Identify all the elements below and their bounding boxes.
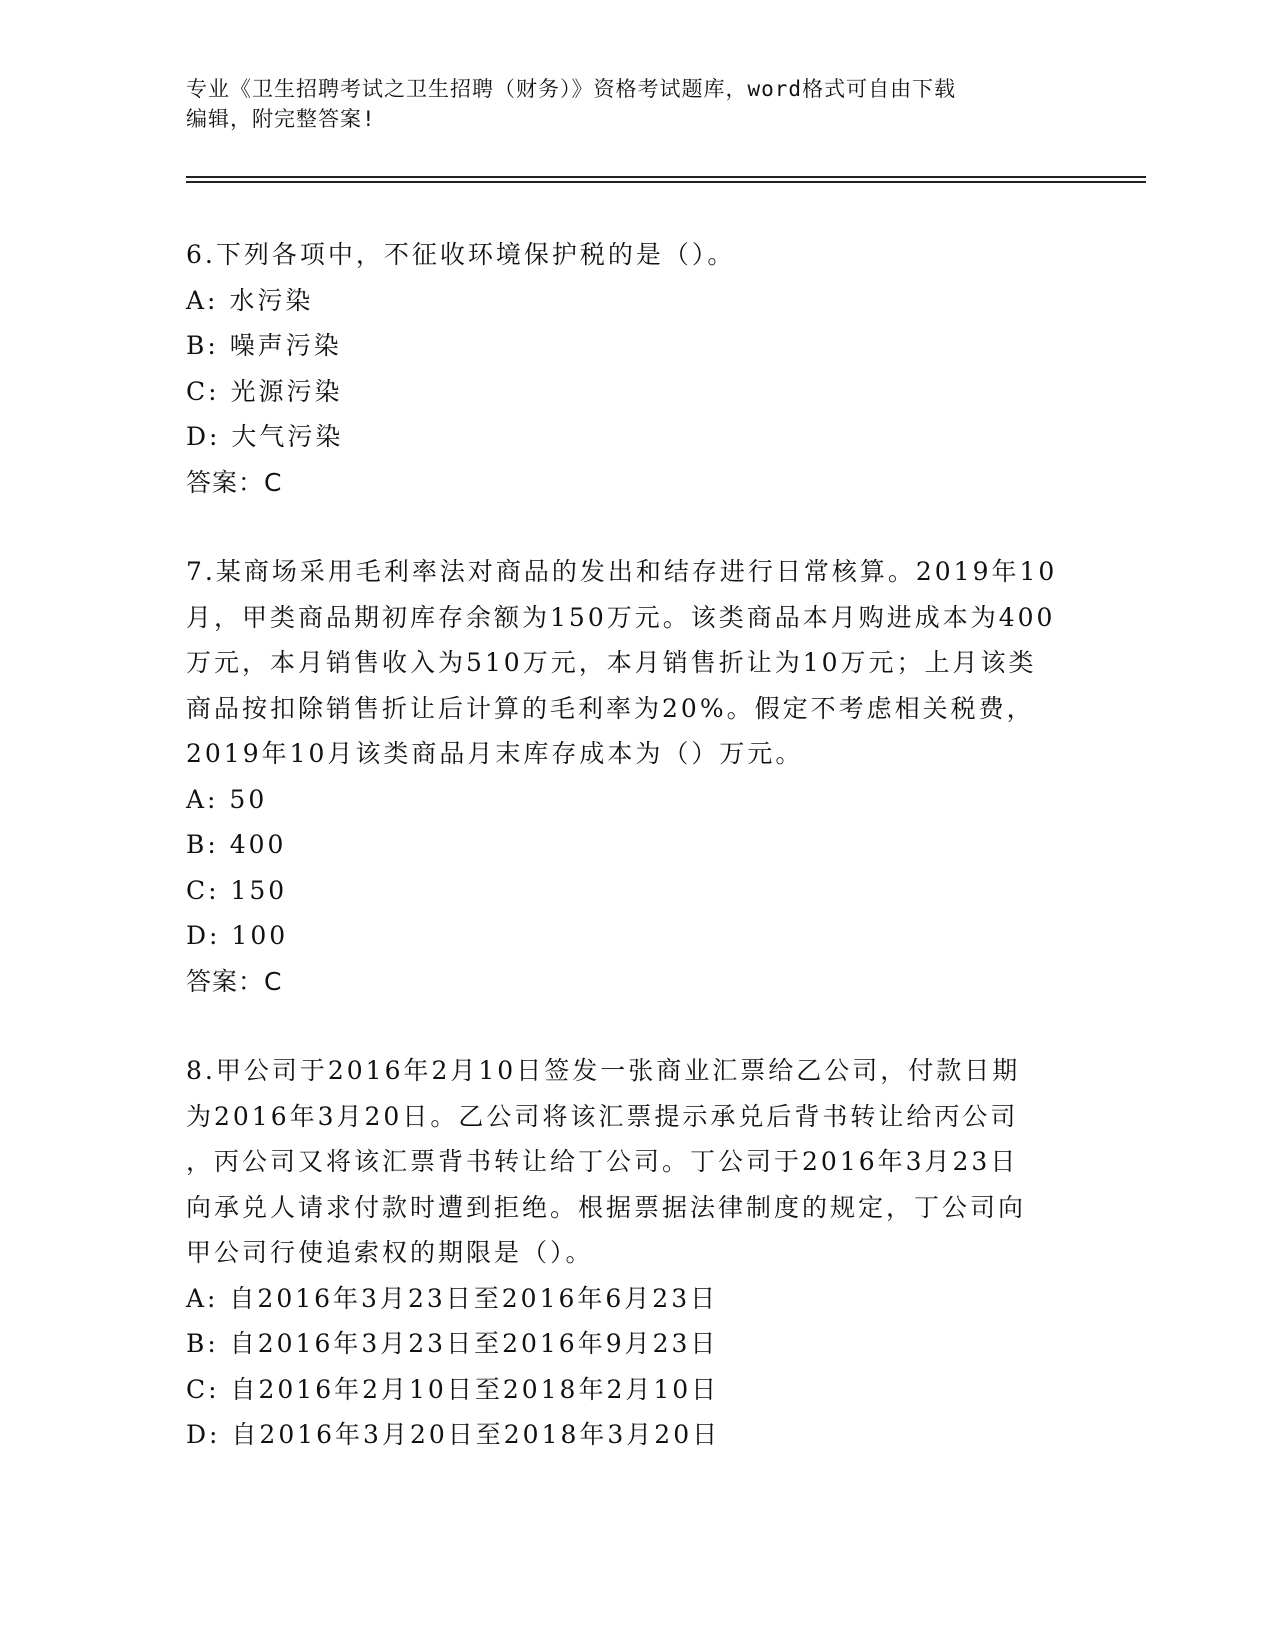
header-title-line-2: 编辑，附完整答案! <box>186 107 376 131</box>
question-text-line: 甲公司行使追索权的期限是（）。 <box>186 1238 594 1267</box>
document-header <box>186 74 1066 134</box>
question-8 <box>186 1048 1086 1458</box>
question-7 <box>186 549 1086 1004</box>
option-d: D: 大气污染 <box>186 422 344 451</box>
header-divider-top <box>186 176 1146 178</box>
option-a: A: 水污染 <box>186 285 314 315</box>
question-text-line: 2019年10月该类商品月末库存成本为（）万元。 <box>186 739 804 768</box>
question-text-line: 月，甲类商品期初库存余额为150万元。该类商品本月购进成本为400 <box>186 602 1056 632</box>
option-c: C: 150 <box>186 875 288 905</box>
option-c: C: 自2016年2月10日至2018年2月10日 <box>186 1374 720 1404</box>
question-list <box>186 232 1086 1502</box>
question-text-line: 8.甲公司于2016年2月10日签发一张商业汇票给乙公司，付款日期 <box>186 1056 1021 1085</box>
question-text-line: 为2016年3月20日。乙公司将该汇票提示承兑后背书转让给丙公司 <box>186 1101 1019 1131</box>
question-text-line: 向承兑人请求付款时遭到拒绝。根据票据法律制度的规定，丁公司向 <box>186 1192 1027 1222</box>
option-b: B: 自2016年3月23日至2016年9月23日 <box>186 1329 719 1358</box>
question-text-line: ，丙公司又将该汇票背书转让给丁公司。丁公司于2016年3月23日 <box>186 1147 1019 1176</box>
answer-label: 答案：C <box>186 966 283 996</box>
option-a: A: 50 <box>186 784 268 814</box>
option-b: B: 400 <box>186 830 287 859</box>
option-d: D: 100 <box>186 921 289 950</box>
header-divider-bottom <box>186 181 1146 183</box>
option-c: C: 光源污染 <box>186 376 343 406</box>
header-title-line-1: 专业《卫生招聘考试之卫生招聘（财务）》资格考试题库，word格式可自由下载 <box>186 77 957 101</box>
option-a: A: 自2016年3月23日至2016年6月23日 <box>186 1283 719 1313</box>
option-d: D: 自2016年3月20日至2018年3月20日 <box>186 1420 721 1449</box>
question-text-line: 商品按扣除销售折让后计算的毛利率为20%。假定不考虑相关税费， <box>186 693 1035 723</box>
question-text-line: 7.某商场采用毛利率法对商品的发出和结存进行日常核算。2019年10 <box>186 557 1058 586</box>
question-text-line: 6.下列各项中，不征收环境保护税的是（）。 <box>186 240 736 269</box>
answer-label: 答案：C <box>186 467 283 497</box>
question-6 <box>186 232 1086 505</box>
question-text-line: 万元，本月销售收入为510万元，本月销售折让为10万元；上月该类 <box>186 648 1037 677</box>
option-b: B: 噪声污染 <box>186 331 342 360</box>
